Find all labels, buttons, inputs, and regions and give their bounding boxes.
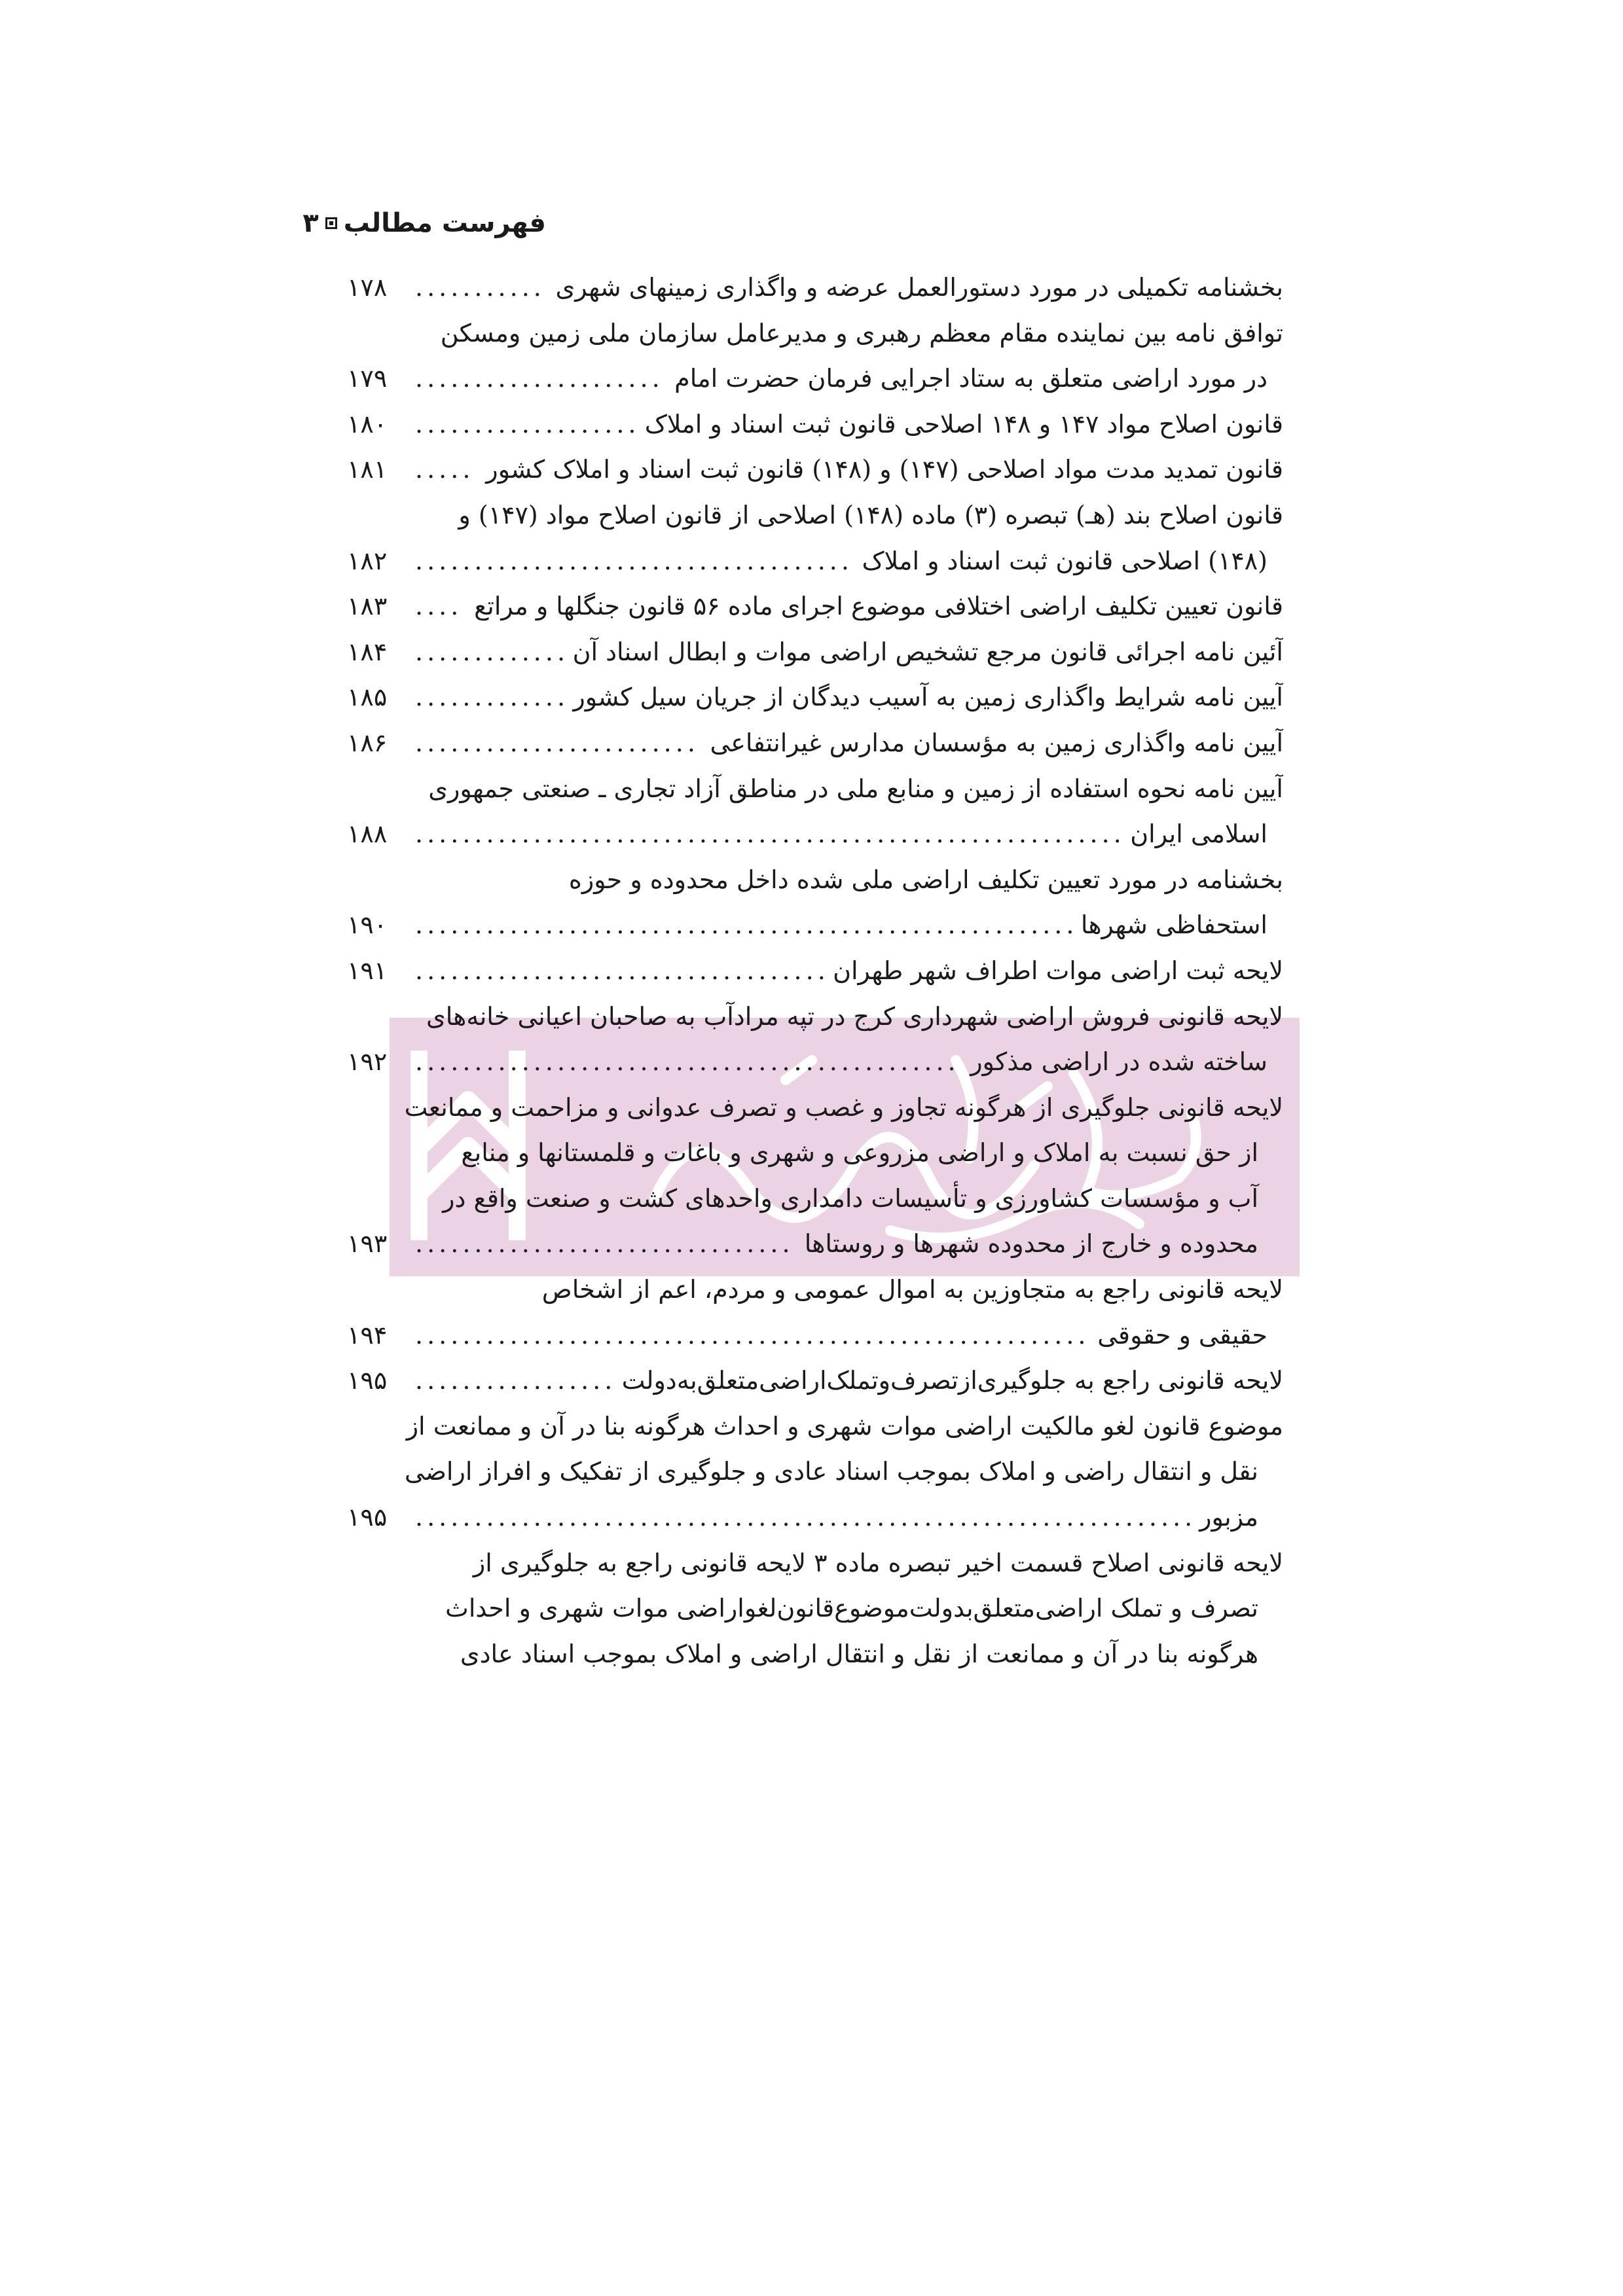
entry-page: ۱۸۸ (347, 819, 388, 849)
dot-leader (415, 539, 852, 584)
entry-title: بخشنامه تکمیلی در مورد دستورالعمل عرضه و واگذاری زمینهای شهری (555, 273, 1283, 302)
dot-leader (415, 584, 465, 630)
entry-title: استحفاظی شهرها (1080, 910, 1267, 940)
entry-page: ۱۹۳ (347, 1229, 388, 1259)
entry-title: تصرف و تملک اراضی‌متعلق‌بدولت‌موضوع‌قانون‌لغواراضی موات شهری و احداث (445, 1594, 1258, 1623)
entry-page: ۱۹۵ (347, 1366, 388, 1395)
entry-page: ۱۹۱ (347, 956, 388, 985)
dot-leader (415, 1495, 1190, 1541)
entry-title: لایحه قانونی اصلاح قسمت اخیر تبصره ماده ۳ لایحه قانونی راجع به جلوگیری از (473, 1548, 1283, 1577)
toc-entry (347, 766, 1283, 812)
toc-entry (347, 1541, 1283, 1587)
toc-entry (347, 903, 1283, 948)
entry-title: آیین نامه شرایط واگذاری زمین به آسیب دیدگان از جریان سیل کشور (573, 683, 1283, 712)
toc-entry (347, 857, 1283, 903)
entry-page: ۱۸۲ (347, 546, 388, 575)
toc-entry (347, 1085, 1283, 1131)
page-header (302, 208, 546, 238)
entry-title: لایحه قانونی راجع به متجاوزین به اموال عمومی و مردم، اعم از اشخاص (541, 1275, 1283, 1304)
entry-title: قانون تمدید مدت مواد اصلاحی (۱۴۷) و (۱۴۸) قانون ثبت اسناد و املاک کشور (486, 455, 1283, 484)
dot-leader (415, 948, 824, 994)
toc-entry (347, 994, 1283, 1040)
entry-title: مزبور (1199, 1503, 1258, 1532)
toc-entry (347, 447, 1283, 493)
toc-entry (347, 1586, 1283, 1632)
entry-title: از حق نسبت به املاک و اراضی مزروعی و شهری و باغات و قلمستانها و منابع (461, 1138, 1258, 1168)
dot-leader (415, 630, 564, 675)
dot-leader (415, 721, 701, 766)
toc-entry (347, 1313, 1283, 1359)
toc-entry (347, 1039, 1283, 1085)
dot-leader (415, 1039, 961, 1085)
toc-entry (347, 1495, 1283, 1541)
table-of-contents (347, 265, 1283, 1677)
dot-leader (415, 1221, 795, 1267)
entry-page: ۱۸۰ (347, 409, 388, 439)
entry-page: ۱۹۵ (347, 1503, 388, 1532)
toc-entry (347, 356, 1283, 402)
entry-title: قانون تعیین تکلیف اراضی اختلافی موضوع اجرای ماده ۵۶ قانون جنگلها و مراتع (474, 592, 1283, 621)
entry-title: موضوع قانون لغو مالکیت اراضی موات شهری و احداث هرگونه بنا در آن و ممانعت از (406, 1411, 1283, 1441)
entry-title: در مورد اراضی متعلق به ستاد اجرایی فرمان حضرت امام (674, 364, 1267, 393)
entry-page: ۱۹۲ (347, 1047, 388, 1077)
toc-entry (347, 1404, 1283, 1450)
header-title: فهرست مطالب (343, 208, 546, 238)
dot-leader (415, 1358, 613, 1404)
dot-leader (415, 356, 665, 402)
entry-title: هرگونه بنا در آن و ممانعت از نقل و انتقال اراضی و املاک بموجب اسناد عادی (460, 1639, 1258, 1668)
entry-title: (۱۴۸) اصلاحی قانون ثبت اسناد و املاک (862, 546, 1267, 575)
toc-entry (347, 948, 1283, 994)
entry-title: لایحه قانونی راجع به جلوگیری‌ازتصرف‌وتملک‌اراضی‌متعلق‌به‌دولت (621, 1366, 1283, 1395)
entry-title: نقل و انتقال راضی و املاک بموجب اسناد عادی و جلوگیری از تفکیک و افراز اراضی (404, 1457, 1258, 1486)
bullet-square-icon (325, 217, 337, 229)
toc-entry (347, 1176, 1283, 1222)
toc-entry (347, 812, 1283, 857)
entry-title: توافق نامه بین نماینده مقام معظم رهبری و مدیرعامل سازمان ملی زمین ومسکن (440, 318, 1283, 348)
toc-entry (347, 1358, 1283, 1404)
toc-entry (347, 675, 1283, 721)
toc-entry (347, 1449, 1283, 1495)
entry-page: ۱۸۳ (347, 592, 388, 621)
entry-page: ۱۷۹ (347, 364, 388, 393)
entry-page: ۱۹۰ (347, 910, 388, 940)
entry-title: آیین نامه نحوه استفاده از زمین و منابع ملی در مناطق آزاد تجاری ـ صنعتی جمهوری (428, 774, 1283, 803)
entry-title: آئین نامه اجرائی قانون مرجع تشخیص اراضی موات و ابطال اسناد آن (572, 637, 1283, 666)
toc-entry (347, 265, 1283, 311)
entry-page: ۱۸۵ (347, 683, 388, 712)
dot-leader (415, 675, 564, 721)
toc-entry (347, 1221, 1283, 1267)
dot-leader (415, 447, 477, 493)
toc-entry (347, 402, 1283, 448)
entry-title: حقیقی و حقوقی (1097, 1320, 1267, 1350)
dot-leader (415, 903, 1072, 948)
entry-title: لایحه قانونی جلوگیری از هرگونه تجاوز و غصب و تصرف عدوانی و مزاحمت و ممانعت (404, 1092, 1283, 1122)
toc-entry (347, 539, 1283, 584)
entry-title: قانون اصلاح مواد ۱۴۷ و ۱۴۸ اصلاحی قانون ثبت اسناد و املاک (644, 409, 1283, 439)
toc-entry (347, 721, 1283, 766)
entry-page: ۱۷۸ (347, 273, 388, 302)
entry-page: ۱۸۴ (347, 637, 388, 666)
entry-title: اسلامی ایران (1130, 819, 1267, 849)
entry-title: ساخته شده در اراضی مذکور (970, 1047, 1267, 1077)
entry-title: قانون اصلاح بند (هـ) تبصره (۳) ماده (۱۴۸) اصلاحی از قانون اصلاح مواد (۱۴۷) و (458, 500, 1283, 529)
entry-page: ۱۸۶ (347, 728, 388, 757)
toc-entry (347, 1130, 1283, 1176)
dot-leader (415, 1313, 1088, 1359)
entry-page: ۱۹۴ (347, 1320, 388, 1350)
entry-title: لایحه قانونی فروش اراضی شهرداری کرج در تپه مرادآب به صاحبان اعیانی خانه‌های (426, 1001, 1283, 1031)
entry-title: بخشنامه در مورد تعیین تکلیف اراضی ملی شده داخل محدوده و حوزه (568, 865, 1283, 894)
toc-entry (347, 1267, 1283, 1313)
toc-entry (347, 584, 1283, 630)
dot-leader (415, 812, 1121, 857)
entry-title: لایحه ثبت اراضی موات اطراف شهر طهران (833, 956, 1283, 985)
toc-entry (347, 493, 1283, 539)
toc-entry (347, 630, 1283, 675)
entry-page: ۱۸۱ (347, 455, 388, 484)
toc-entry (347, 1632, 1283, 1677)
entry-title: آب و مؤسسات کشاورزی و تأسیسات دامداری واحدهای کشت و صنعت واقع در (443, 1183, 1258, 1213)
entry-title: آیین نامه واگذاری زمین به مؤسسان مدارس غیرانتفاعی (710, 728, 1283, 757)
dot-leader (415, 402, 636, 448)
header-page-number: ۳ (302, 208, 319, 238)
toc-entry (347, 311, 1283, 357)
entry-title: محدوده و خارج از محدوده شهرها و روستاها (804, 1229, 1258, 1259)
dot-leader (415, 265, 547, 311)
